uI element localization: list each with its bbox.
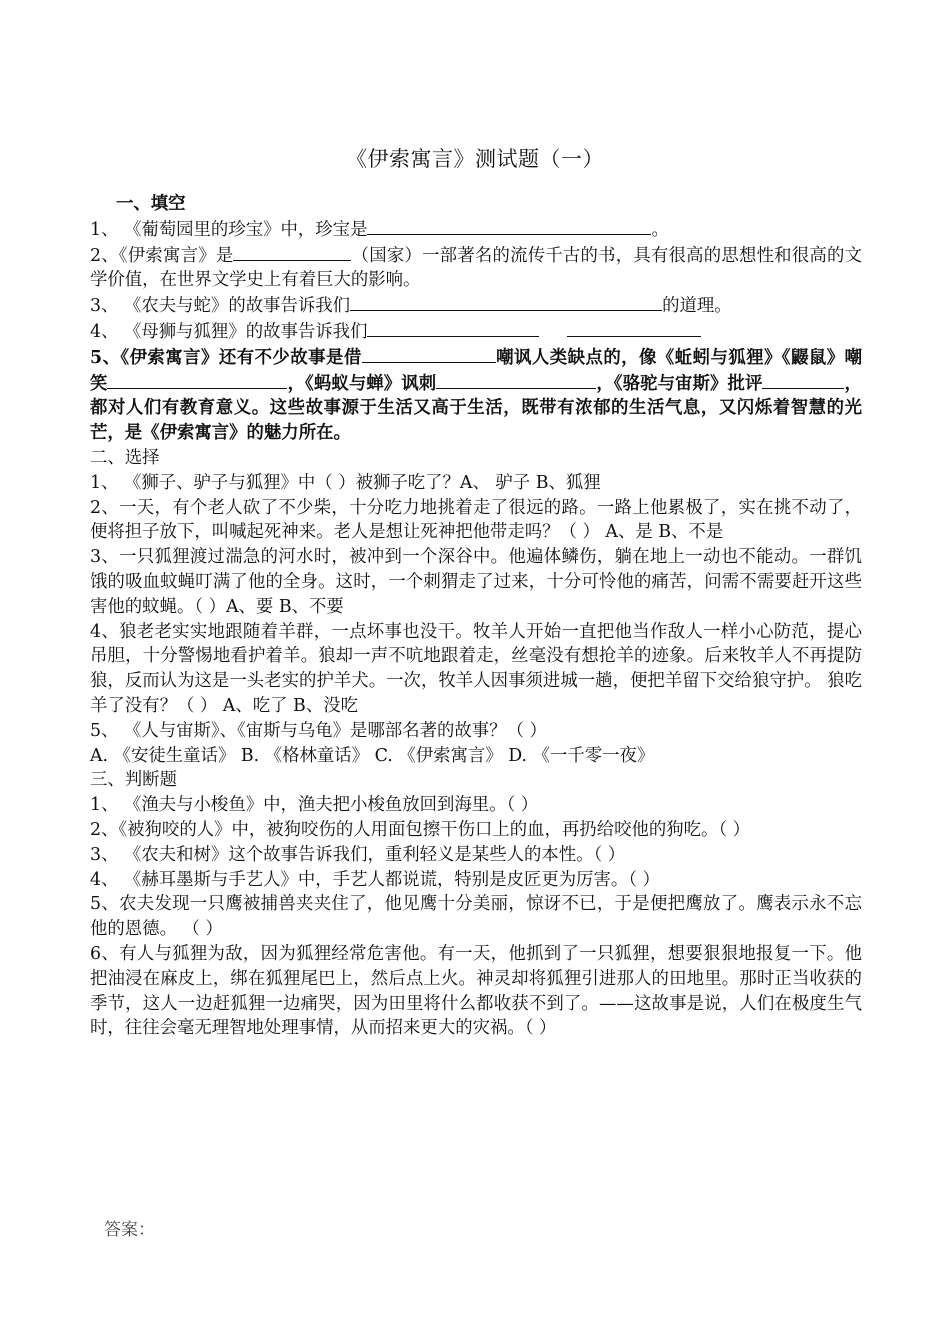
fill-question-1 <box>90 217 862 243</box>
choice-question-5-options: A. 《安徒生童话》 B. 《格林童话》 C. 《伊索寓言》 D. 《一千零一夜》 <box>90 745 655 766</box>
page-title: 《伊索寓言》测试题（一） <box>346 147 604 171</box>
judge-question-2: 2、《被狗咬的人》中，被狗咬伤的人用面包擦干伤口上的血，再扔给咬他的狗吃。（ ） <box>90 819 751 840</box>
answer-blank[interactable] <box>350 293 662 311</box>
answer-blank[interactable] <box>436 371 596 389</box>
fill-q5-part1: 5、《伊索寓言》还有不少故事是借 <box>90 347 362 368</box>
answer-blank[interactable] <box>567 319 701 337</box>
question-content <box>90 192 862 1041</box>
choice-question-3: 3、一只狐狸渡过湍急的河水时，被冲到一个深谷中。他遍体鳞伤，躺在地上一动也不能动。一群饥饿的吸血蚊蝇叮满了他的全身。这时，一个刺猬走了过来，十分可怜他的痛苦，问需不需要赶开这些害他的蚊蝇。（ ）A、要 B、不要 <box>90 547 862 617</box>
choice-question-5: 5、 《人与宙斯》、《宙斯与乌龟》是哪部名著的故事？（ ） <box>90 720 547 741</box>
fill-question-4 <box>90 319 862 345</box>
fill-q5-part2: 嘲讽人类缺点的，像《蚯蚓与狐狸》《鼹鼠》嘲笑 <box>90 347 862 394</box>
answer-blank[interactable] <box>367 217 651 235</box>
answer-label: 答案： <box>104 1220 155 1240</box>
judge-question-4: 4、 《赫耳墨斯与手艺人》中，手艺人都说谎，特别是皮匠更为厉害。（ ） <box>90 869 660 890</box>
fill-q5-part3: ，《蚂蚁与蝉》讽刺 <box>287 373 437 394</box>
fill-q2-rest: （国家）一部著名的流传千古的书，具有很高的思想性和很高的文学价值，在世界文学史上有着巨大的影响。 <box>90 245 862 291</box>
section-judge-heading: 三、判断题 <box>90 770 177 791</box>
fill-question-5 <box>90 345 862 446</box>
answer-blank[interactable] <box>233 243 351 261</box>
choice-question-4: 4、狼老老实实地跟随着羊群，一点坏事也没干。牧羊人开始一直把他当作敌人一样小心防范，提心吊胆，十分警惕地看护着羊。狼却一声不吭地跟着走，丝毫没有想抢羊的迹象。后来牧羊人不再提防狼，反而认为这是一头老实的护羊犬。一次，牧羊人因事须进城一趟，便把羊留下交给狼守护。 狼吃羊了没有？（ ） A、吃了 B、没吃 <box>90 621 862 716</box>
fill-q1-end: 。 <box>651 219 669 240</box>
fill-q2-text: 2、《伊索寓言》是 <box>90 245 234 266</box>
fill-q3-end: 的道理。 <box>662 296 732 317</box>
choice-question-1: 1、 《狮子、驴子与狐狸》中（ ）被狮子吃了？A、 驴子 B、狐狸 <box>90 472 601 493</box>
fill-question-3 <box>90 293 862 319</box>
judge-question-6: 6、有人与狐狸为敌，因为狐狸经常危害他。有一天，他抓到了一只狐狸，想要狠狠地报复一下。他把油浸在麻皮上，绑在狐狸尾巴上，然后点上火。神灵却将狐狸引进那人的田地里。那时正当收获的季节，这人一边赶狐狸一边痛哭，因为田里将什么都收获不到了。——这故事是说，人们在极度生气时，往往会毫无理智地处理事情，从而招来更大的灾祸。（ ） <box>90 943 862 1039</box>
fill-q1-text: 1、 《葡萄园里的珍宝》中，珍宝是 <box>90 219 368 240</box>
answer-blank[interactable] <box>762 371 844 389</box>
fill-q5-part5: ，都对人们有教育意义。这些故事源于生活又高于生活，既带有浓郁的生活气息，又闪烁着智慧的光芒，是《伊索寓言》的魅力所在。 <box>90 373 862 444</box>
section-fill-heading: 一、填空 <box>116 194 186 214</box>
answer-blank[interactable] <box>362 345 496 363</box>
fill-q5-part4: ，《骆驼与宙斯》批评 <box>596 373 763 394</box>
answer-blank[interactable] <box>107 371 287 389</box>
fill-q4-text: 4、 《母狮与狐狸》的故事告诉我们 <box>90 321 368 342</box>
choice-question-2: 2、一天，有个老人砍了不少柴，十分吃力地挑着走了很远的路。一路上他累极了，实在挑不动了，便将担子放下，叫喊起死神来。老人是想让死神把他带走吗？（ ） A、是 B、不是 <box>90 497 862 543</box>
judge-question-1: 1、 《渔夫与小梭鱼》中，渔夫把小梭鱼放回到海里。（ ） <box>90 795 539 816</box>
answer-blank[interactable] <box>367 319 539 337</box>
judge-question-5: 5、农夫发现一只鹰被捕兽夹夹住了，他见鹰十分美丽，惊讶不已，于是便把鹰放了。鹰表示永不忘他的恩德。 （ ） <box>90 894 862 940</box>
fill-q3-text: 3、 《农夫与蛇》的故事告诉我们 <box>90 296 351 317</box>
fill-question-2 <box>90 243 862 294</box>
section-choice-heading: 二、选择 <box>90 447 160 468</box>
judge-question-3: 3、 《农夫和树》这个故事告诉我们，重利轻义是某些人的本性。（ ） <box>90 844 626 865</box>
